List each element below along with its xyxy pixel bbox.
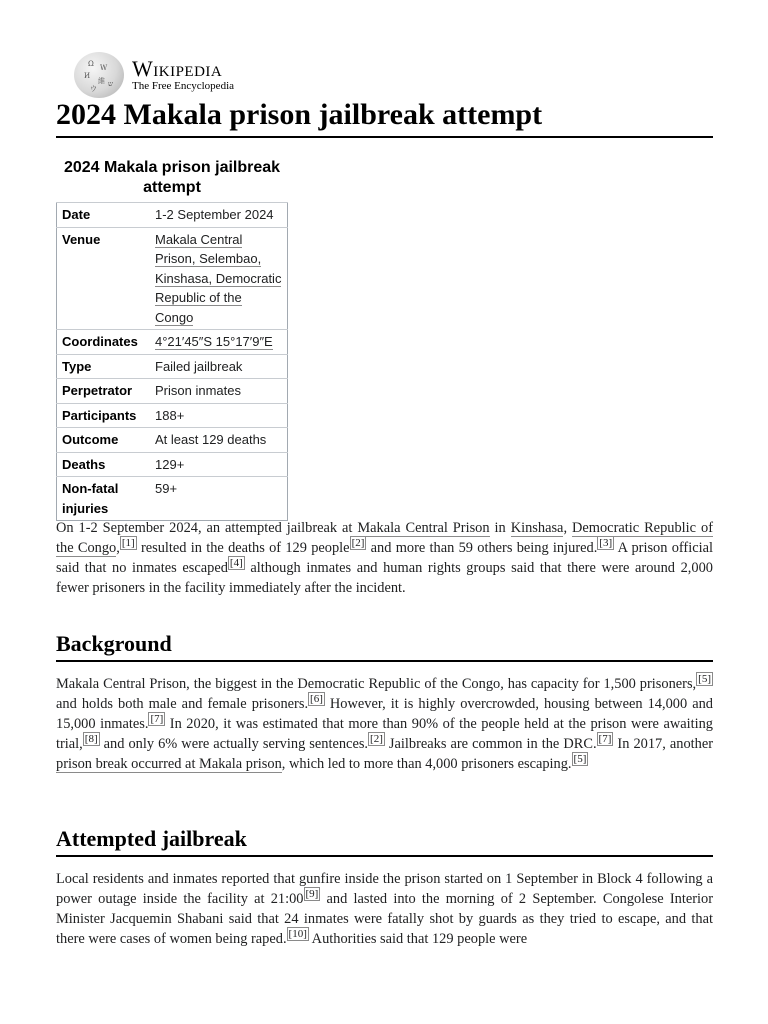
kinshasa-link[interactable]: Kinshasa — [510, 520, 564, 536]
infobox-value: 129+ — [150, 452, 288, 477]
attempt-section — [56, 869, 713, 949]
infobox-value: 59+ — [150, 477, 288, 521]
infobox-title: 2024 Makala prison jailbreak attempt — [63, 159, 281, 196]
infobox-table — [56, 202, 288, 521]
infobox-label: Date — [57, 203, 151, 228]
citation-ref[interactable]: [2] — [370, 733, 383, 746]
infobox-label: Deaths — [57, 452, 151, 477]
infobox-label: Venue — [57, 227, 151, 330]
wordmark-title: Wikipedia — [132, 55, 223, 81]
infobox-value-venue — [150, 227, 288, 330]
infobox-value: Failed jailbreak — [150, 354, 288, 379]
background-heading: Background — [56, 630, 713, 662]
drc-link[interactable]: Democratic Republic of the Congo — [56, 520, 713, 556]
citation-ref[interactable]: [10] — [288, 928, 307, 941]
infobox-row-date — [57, 203, 288, 228]
infobox-row-participants — [57, 403, 288, 428]
infobox-row-type — [57, 354, 288, 379]
infobox-label: Participants — [57, 403, 151, 428]
citation-ref[interactable]: [3] — [599, 537, 613, 550]
infobox-label: Type — [57, 354, 151, 379]
infobox-row-perpetrator — [57, 379, 288, 404]
wikipedia-logo[interactable] — [74, 52, 234, 98]
citation-ref[interactable]: [2] — [351, 537, 365, 550]
venue-link[interactable]: Makala Central Prison, Selembao, Kinshasa, Democratic Republic of the Congo — [155, 231, 282, 325]
citation-ref[interactable]: [8] — [84, 733, 98, 746]
infobox-value — [150, 330, 288, 355]
prison-break-2017-link[interactable]: prison break occurred at Makala prison — [56, 756, 282, 772]
infobox-value: 1-2 September 2024 — [150, 203, 288, 228]
citation-ref[interactable]: [5] — [698, 673, 711, 686]
page-title: 2024 Makala prison jailbreak attempt — [56, 95, 713, 138]
wordmark-tagline: The Free Encyclopedia — [132, 79, 235, 92]
attempt-paragraph: Local residents and inmates reported that gunfire inside the prison started on 1 September in Block 4 following a power outage inside the facility at 21:00 [9] and lasted into the morning of 2 September. Congolese Interior Minister Jacquemin Shabani said that 24 inmates were fatally shot by guards as they tried to escape, and that there were cases of women being raped. [10] Authorities said that 129 people were — [56, 871, 713, 947]
citation-ref[interactable]: [9] — [305, 888, 319, 901]
background-section — [56, 674, 713, 774]
background-paragraph: Makala Central Prison, the biggest in the Democratic Republic of the Congo, has capacity for 1,500 prisoners, [5] and holds both male and female prisoners. [6] However, it is highly overcrowded, housing between 14,000 and 15,000 inmates. [7] In 2020, it was estimated that more than 90% of the people held at the prison were awaiting trial, [8] and only 6% were actually serving sentences. [2] Jailbreaks are common in the DRC. [7] In 2017, another prison break occurred at Makala prison, which led to more than 4,000 prisoners escaping. [5] — [56, 673, 714, 772]
infobox-row-injuries — [57, 477, 288, 521]
infobox-value: Prison inmates — [150, 379, 288, 404]
wordmark — [132, 55, 235, 93]
intro-section — [56, 518, 713, 598]
infobox-row-venue — [57, 227, 288, 330]
citation-ref[interactable]: [4] — [229, 557, 243, 570]
citation-ref[interactable]: [5] — [573, 753, 587, 766]
intro-paragraph: On 1-2 September 2024, an attempted jailbreak at Makala Central Prison in Kinshasa, Democratic Republic of the Congo, [1] resulted in the deaths of 129 people [2] and more than 59 others being injured. [3] A prison official said that no inmates escaped [4] although inmates and human rights groups said that there were around 2,000 fewer prisoners in the facility immediately after the incident. — [56, 520, 713, 596]
citation-ref[interactable]: [6] — [310, 693, 323, 706]
infobox-value: 188+ — [150, 403, 288, 428]
infobox-label: Non-fatal injuries — [57, 477, 151, 521]
infobox-row-coordinates — [57, 330, 288, 355]
citation-ref[interactable]: [1] — [121, 537, 135, 550]
infobox-label: Outcome — [57, 428, 151, 453]
citation-ref[interactable]: [7] — [598, 733, 612, 746]
infobox-label: Perpetrator — [57, 379, 151, 404]
infobox-row-outcome — [57, 428, 288, 453]
infobox-row-deaths — [57, 452, 288, 477]
citation-ref[interactable]: [7] — [150, 713, 164, 726]
attempted-jailbreak-heading: Attempted jailbreak — [56, 825, 713, 857]
coordinates-link[interactable]: 4°21′45″S 15°17′9″E — [155, 334, 273, 349]
makala-prison-link[interactable]: Makala Central Prison — [357, 520, 490, 536]
infobox — [56, 158, 288, 521]
wikipedia-globe-icon: Ω W И 維 ウ ש — [74, 52, 124, 98]
infobox-label: Coordinates — [57, 330, 151, 355]
infobox-value: At least 129 deaths — [150, 428, 288, 453]
